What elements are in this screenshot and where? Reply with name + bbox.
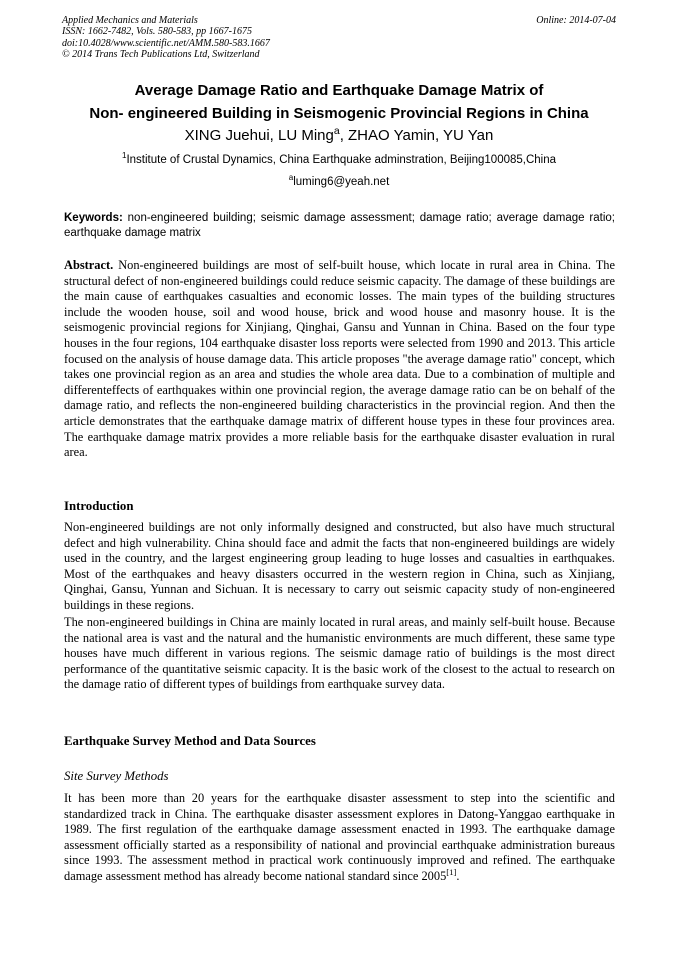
introduction-heading: Introduction	[64, 499, 134, 513]
introduction-paragraph-2: The non-engineered buildings in China are mainly located in rural areas, and mainly self-built house. Because the national area is vast and the natural and the humanistic environments are much different, these same type houses have much different in various regions. The seismic damage ratio of buildings is the most direct performance of the quantitative seismic capacity. It is the basic work of the closest to the actual to research on the damage ratio of different types of buildings from earthquake survey data.	[64, 615, 615, 692]
survey-heading: Earthquake Survey Method and Data Sources	[64, 734, 316, 748]
author-list	[40, 126, 638, 145]
abstract-text: Non-engineered buildings are most of self-built house, which locate in rural area in China. The structural defect of non-engineered buildings could reduce seismic capacity. The damage of these buildings are the main cause of earthquakes casualties and economic losses. The main types of the building structures include the wooden house, soil and wood house, brick and wood house and masonry house. It is the seismogenic provincial regions for Xinjiang, Qinghai, Gansu and Yunnan in China. Based on the four type houses in the four regions, 104 earthquake disaster loss reports were selected from 1990 and 2013. This article focused on the analysis of house damage data. This article proposes "the average damage ratio" concept, which takes one provincial region as an area and studies the whole area data. Due to a combination of multiple and differenteffects of earthquakes within one provincial region, the average damage ratio can be on behalf of the damage ratio, and reflects the non-engineered building characteristics in the provincial region. And then the article demonstrates that the earthquake damage matrix of different house types in these four provinces area. The earthquake damage matrix provides a more reliable basis for the earthquake disaster evaluation in rural area.	[64, 258, 615, 460]
paper-title-line-1: Average Damage Ratio and Earthquake Damage Matrix of	[134, 82, 544, 99]
copyright-line: © 2014 Trans Tech Publications Ltd, Switzerland	[62, 48, 260, 60]
author-email	[40, 175, 638, 190]
keywords	[64, 211, 615, 240]
affiliation-superscript: 1	[121, 151, 127, 161]
abstract	[64, 258, 615, 461]
journal-name: Applied Mechanics and Materials	[62, 15, 198, 26]
citation-reference: [1]	[446, 866, 457, 877]
online-date: Online: 2014-07-04	[536, 15, 616, 26]
survey-paragraph-1	[64, 791, 615, 885]
doi-line: doi:10.4028/www.scientific.net/AMM.580-583.1667	[62, 37, 270, 49]
author-superscript: a	[333, 125, 340, 137]
affiliation	[40, 153, 638, 168]
issn-line: ISSN: 1662-7482, Vols. 580-583, pp 1667-1675	[62, 26, 252, 38]
survey-paragraph-text: It has been more than 20 years for the earthquake disaster assessment to step into the scientific and standardized track in China. The earthquake disaster assessment explores in Datong-Yanggao earthquake in 1989. The first regulation of the earthquake damage assessment enacted in 1993. The earthquake damage assessment officially started as a responsibility of national and provincial earthquake administration bureaus since 1993. The assessment method in practical work continuously improved and refined. The earthquake damage assessment method has already become national standard since 2005	[64, 791, 615, 883]
survey-paragraph-end: .	[456, 868, 460, 883]
site-survey-subheading: Site Survey Methods	[64, 769, 169, 783]
introduction-paragraph-1: Non-engineered buildings are not only informally designed and constructed, but also have much structural defect and high vulnerability. China should face and admit the facts that non-engineered buildings are widely used in the country, and the largest engineering group leading to huge losses and casualties in earthquakes. Most of the earthquakes and heavy disasters occurred in the western region in China, such as Xinjiang, Qinghai, Gansu, Yunnan and Sichuan. It is necessary to carry out seismic capacity study of non-engineered buildings in these regions.	[64, 520, 615, 612]
author-names-2: , ZHAO Yamin, YU Yan	[339, 127, 494, 144]
affiliation-text: Institute of Crustal Dynamics, China Earthquake adminstration, Beijing100085,China	[126, 154, 557, 166]
keywords-text: non-engineered building; seismic damage assessment; damage ratio; average damage ratio; earthquake damage matrix	[64, 212, 615, 239]
paper-title-line-2: Non- engineered Building in Seismogenic Provincial Regions in China	[89, 105, 589, 122]
author-names-1: XING Juehui, LU Ming	[184, 127, 334, 144]
email-superscript: a	[288, 173, 294, 183]
journal-header	[62, 15, 616, 60]
abstract-label: Abstract.	[64, 258, 114, 272]
keywords-label: Keywords:	[64, 212, 123, 224]
email-text: luming6@yeah.net	[293, 176, 390, 188]
